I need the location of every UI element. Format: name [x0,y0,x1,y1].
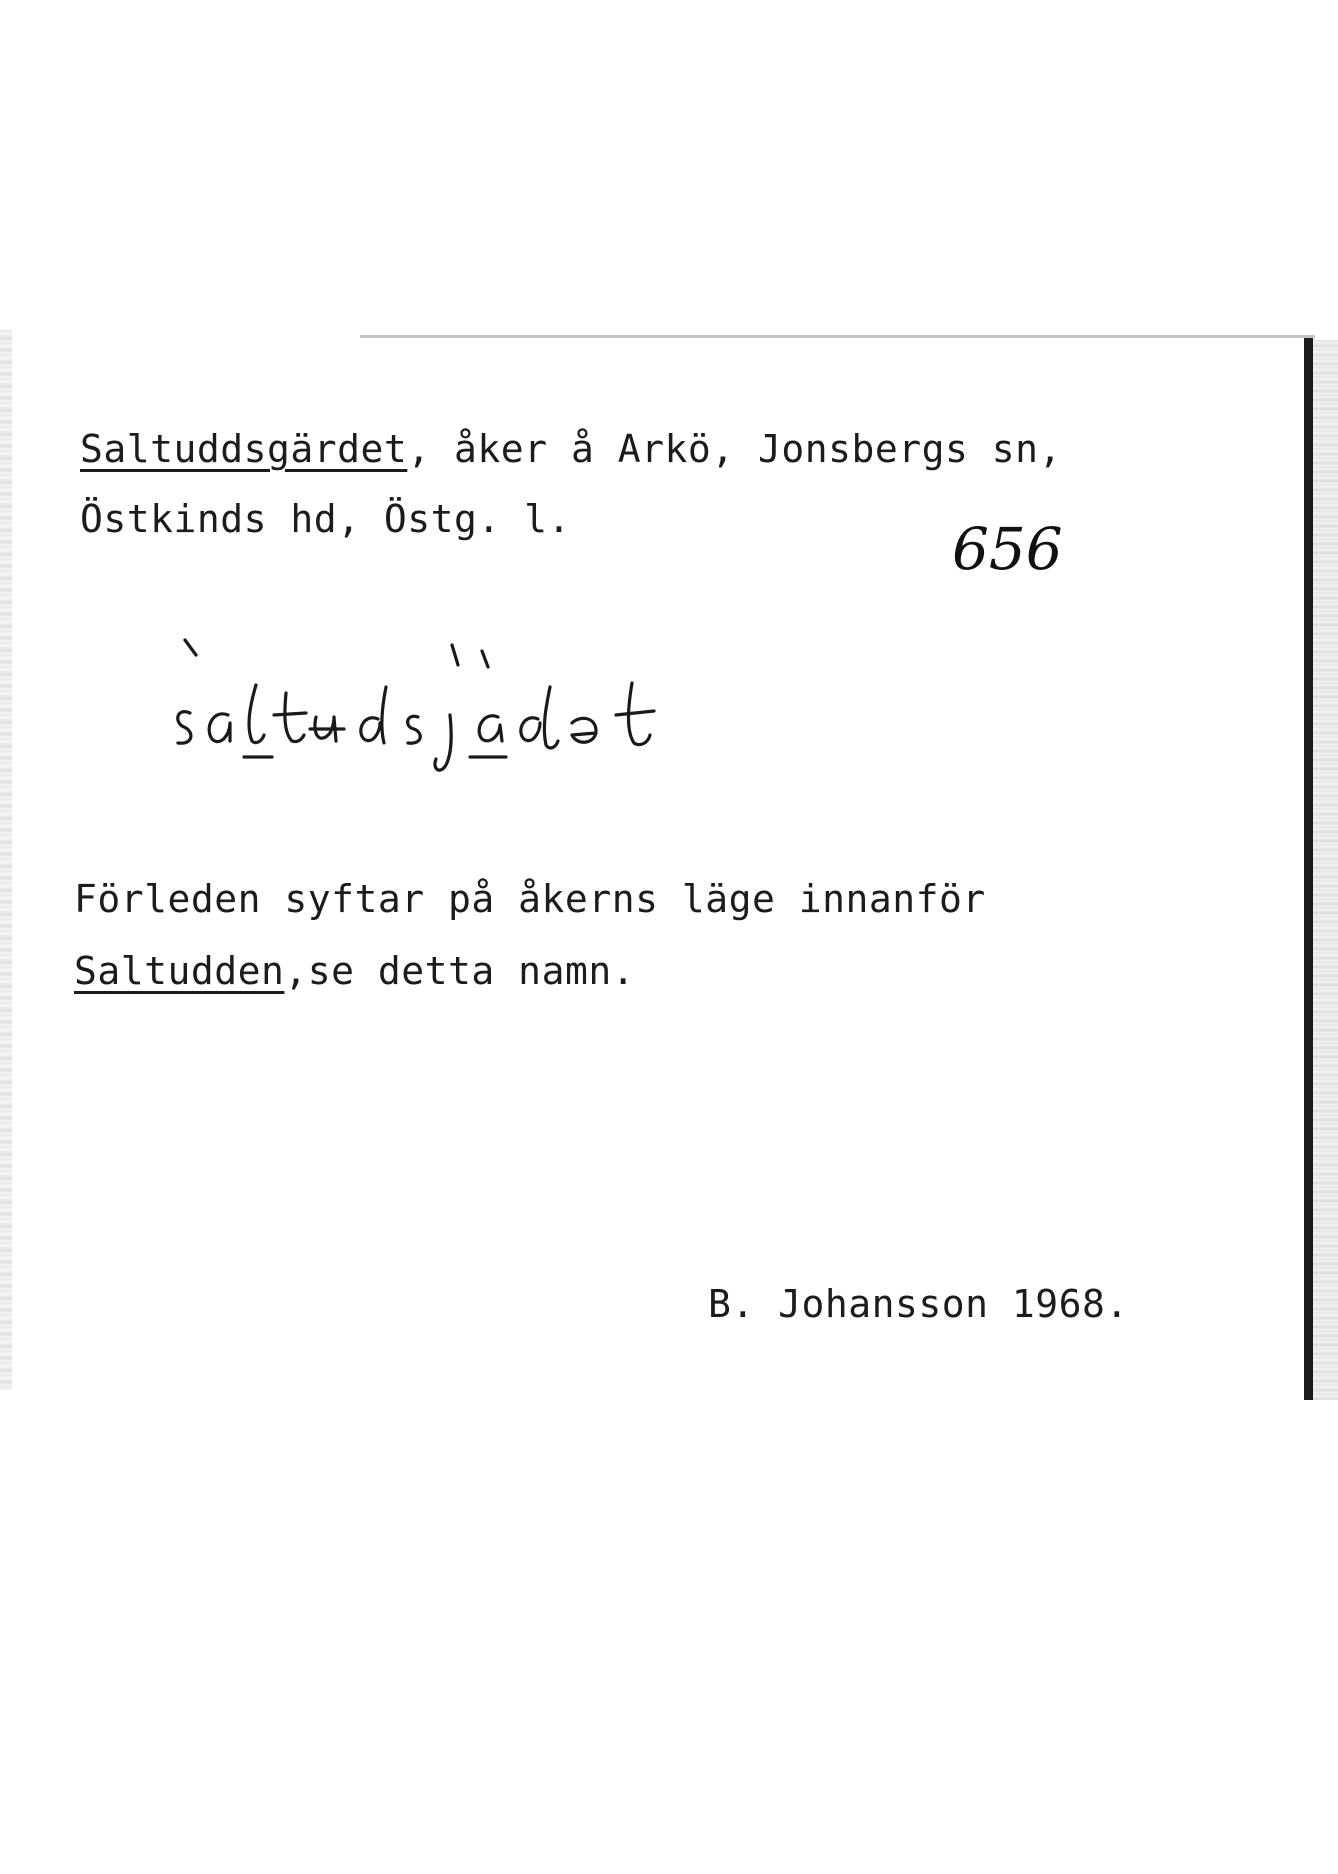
right-scan-edge [1313,340,1338,1400]
headword: Saltuddsgärdet [80,427,408,471]
phonetic-transcription-handwriting [160,635,720,775]
entry-line-2: Östkinds hd, Östg. l. [80,497,571,541]
cross-reference-link: Saltudden [74,949,285,993]
card-right-edge [1304,338,1313,1400]
phonetic-handwriting-drawing [160,635,720,775]
entry-location: , åker å Arkö, Jonsbergs sn, [407,427,1062,471]
card-number: 656 [952,515,1063,583]
commentary-line-2 [74,949,636,993]
commentary-line-2-rest: ,se detta namn. [284,949,636,993]
author-signature: B. Johansson 1968. [708,1282,1129,1326]
entry-line-1 [80,427,1062,471]
commentary-line-1: Förleden syftar på åkerns läge innanför [74,877,986,921]
card-top-edge [360,335,1315,338]
left-scan-edge [0,330,12,1390]
